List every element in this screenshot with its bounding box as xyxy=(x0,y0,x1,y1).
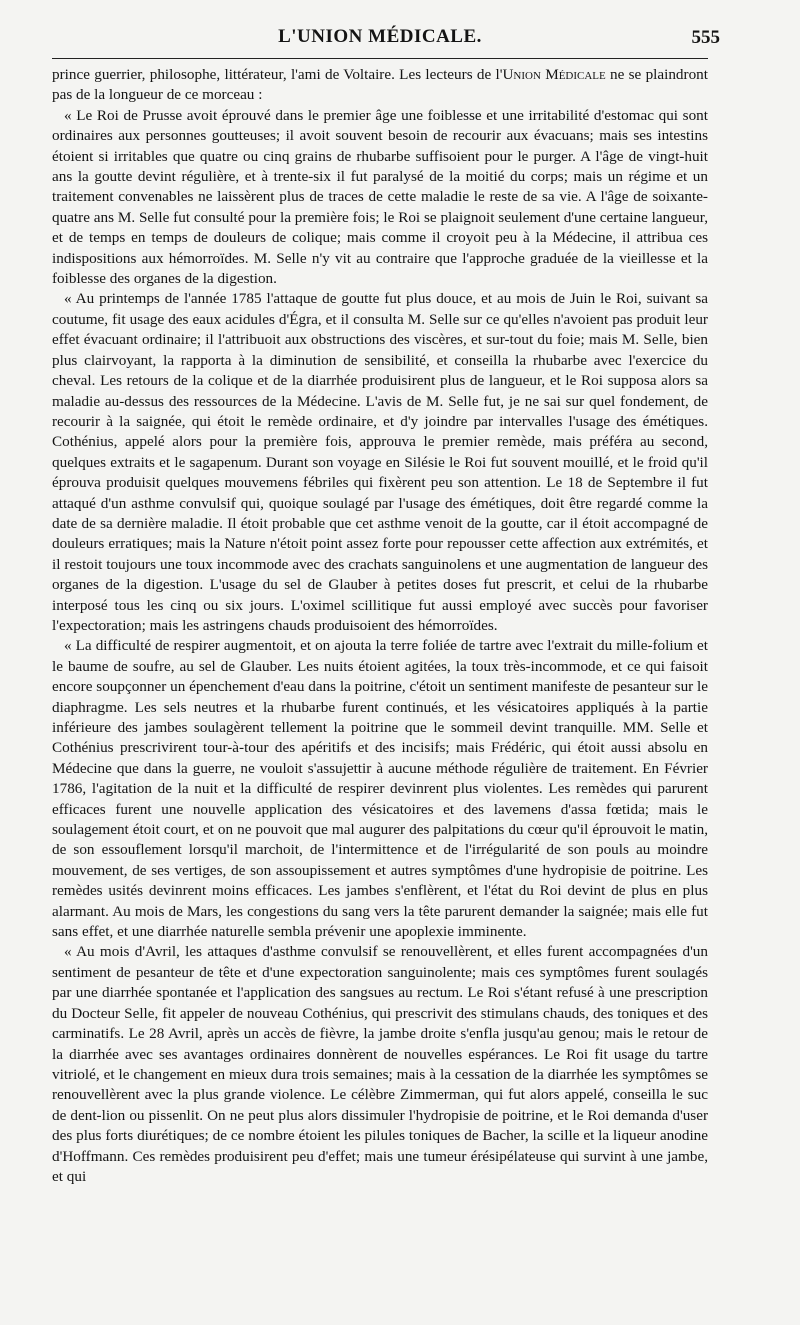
page-number: 555 xyxy=(691,27,720,48)
paragraph-intro xyxy=(52,65,708,106)
paragraph: « Le Roi de Prusse avoit éprouvé dans le premier âge une foiblesse et une irritabilité d'estomac qui sont ordinaires aux personnes goutteuses; il avoit souvent besoin de recourir aux évacuans; mais ses intestins étoient si irritables que quatre ou cinq grains de rhubarbe suffisoient pour le purger. A l'âge de vingt-huit ans la goutte devint régulière, et à trente-six il fut paralysé de la moitié du corps; mais un régime et un traitement convenables ne laissèrent plus de traces de cette maladie le reste de sa vie. A l'âge de soixante-quatre ans M. Selle fut consulté pour la première fois; le Roi se plaignoit seulement d'une certaine langueur, et de temps en temps de douleurs de colique; mais comme il croyoit peu à la Médecine, il attribua ces indispositions aux hémorroïdes. M. Selle n'y vit au contraire que l'approche graduée de la vieillesse et la foiblesse des organes de la digestion. xyxy=(52,106,708,288)
page-header xyxy=(52,22,720,59)
body-text xyxy=(52,65,708,1187)
intro-text-after: ne se plaindront pas de la longueur de ce morceau : xyxy=(52,66,708,104)
paragraph: « Au printemps de l'année 1785 l'attaque de goutte fut plus douce, et au mois de Juin le Roi, suivant sa coutume, fit usage des eaux acidules d'Égra, et il consulta M. Selle sur ce qu'elles n'avoient pas produit leur effet évacuant ordinaire; il l'attribuoit aux obstructions des viscères, et sur-tout du foie; mais M. Selle, bien plus clairvoyant, la rapporta à la diminution de sensibilité, et conseilla la rhubarbe avec l'exercice du cheval. Les retours de la colique et de la diarrhée produisirent plus de langueur, et le Roi supposa alors sa maladie au-dessus des ressources de la Médecine. L'avis de M. Selle fut, je ne sai sur quel fondement, de recourir à la saignée, qui étoit le remède ordinaire, et d'y joindre par intervalles l'usage des émétiques. Cothénius, appelé alors pour la première fois, approuva le premier remède, mais préféra au second, quelques extraits et le sagapenum. Durant son voyage en Silésie le Roi fut souvent mouillé, et le froid qu'il éprouva produisit quelques mouvemens fébriles qui fixèrent peu son attention. Le 18 de Septembre il fut attaqué d'un asthme convulsif qui, quoique soulagé par l'usage des émétiques, doit être regardé comme la date de sa dernière maladie. Il étoit probable que cet asthme venoit de la goutte, car il étoit accompagné de douleurs erratiques; mais la Nature n'étoit point assez forte pour repousser cette affection aux extrémités, et il restoit toujours une toux incommode avec des crachats sanguinolens et une augmentation de langueur des organes de la digestion. L'usage du sel de Glauber à petites doses fut prescrit, et celui de la rhubarbe interposé tous les cinq ou six jours. L'oximel scillitique fut aussi employé avec succès pour favoriser l'expectoration; mais les astringens chauds produisoient des hémorroïdes. xyxy=(52,290,708,634)
paragraph: « Au mois d'Avril, les attaques d'asthme convulsif se renouvellèrent, et elles furent accompagnées d'un sentiment de pesanteur de tête et d'une expectoration sanguinolente; mais ces symptômes furent soulagés par une diarrhée spontanée et l'application des sangsues au rectum. Le Roi s'étant refusé à une prescription du Docteur Selle, fit appeler de nouveau Cothénius, qui prescrivit des stimulans chauds, des toniques et des carminatifs. Le 28 Avril, après un accès de fièvre, la jambe droite s'enfla jusqu'au genou; mais le retour de la diarrhée avec ses avantages ordinaires donnèrent de nouvelles espérances. Le Roi fit usage du tartre vitriolé, et le changement en mieux dura trois semaines; mais à la cessation de la diarrhée les symptômes se renouvellèrent avec la plus grande violence. Le célèbre Zimmerman, qui fut alors appelé, conseilla le suc de dent-lion ou pissenlit. On ne peut plus alors dissimuler l'hydropisie de poitrine, et le Roi demanda d'user des plus forts diurétiques; de ce nombre étoient les pilules toniques de Bacher, la scille et la liqueur anodine d'Hoffmann. Ces remèdes produisirent peu d'effet; mais une tumeur érésipélateuse qui survint à une jambe, et qui xyxy=(52,943,708,1185)
journal-name: Union Médicale xyxy=(502,66,606,83)
paragraph: « La difficulté de respirer augmentoit, et on ajouta la terre foliée de tartre avec l'extrait du mille-folium et le baume de soufre, au sel de Glauber. Les nuits étoient agitées, la toux très-incommode, et ce qui faisoit encore soupçonner un épenchement d'eau dans la poitrine, c'étoit un sentiment manifeste de pesanteur sur le diaphragme. Les sels neutres et la rhubarbe furent continués, et les vésicatoires appliqués à la partie inférieure des jambes soulagèrent tellement la poitrine que le sommeil devint tranquille. MM. Selle et Cothénius prescrivirent tour-à-tour des apéritifs et des incisifs; mais Frédéric, qui étoit aussi absolu en Médecine que dans la guerre, ne vouloit s'assujettir à aucune méthode régulière de traitement. En Février 1786, l'agitation de la nuit et la difficulté de respirer devinrent plus violentes. Les remèdes qui parurent efficaces furent une nouvelle application des vésicatoires et des lavemens d'assa fœtida; mais le soulagement étoit court, et on ne pouvoit que mal augurer des palpitations du cœur qu'il éprouvoit le matin, de son essouflement lorsqu'il marchoit, de l'intermittence et de l'irrégularité de son pouls au moindre mouvement, de ses vertiges, de son assoupissement et autres symptômes d'une hydropisie de poitrine. Les remèdes usités devinrent moins efficaces. Les jambes s'enflèrent, et l'état du Roi devint de plus en plus alarmant. Au mois de Mars, les congestions du sang vers la tête parurent demander la saignée; mais elle fut sans effet, et une diarrhée naturelle sembla prévenir une apoplexie imminente. xyxy=(52,637,708,941)
intro-text-before: prince guerrier, philosophe, littérateur, l'ami de Voltaire. Les lecteurs de l' xyxy=(52,66,503,83)
running-title: L'UNION MÉDICALE. xyxy=(278,26,482,47)
